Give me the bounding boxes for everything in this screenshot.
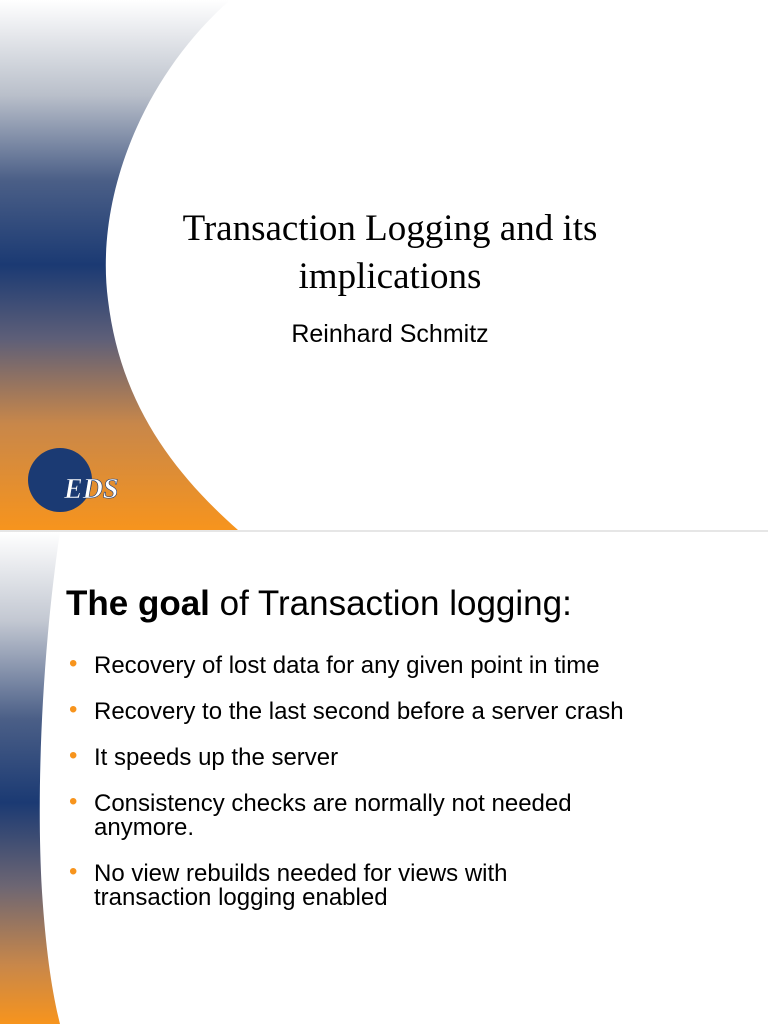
heading-rest: of Transaction logging: [209,584,572,623]
bullet-item [66,858,614,911]
heading-bold: The goal [66,584,210,623]
bullet-dot-icon: • [69,788,78,815]
eds-logo-icon [26,446,156,514]
bullet-dot-icon: • [69,858,78,885]
bullet-text: It speeds up the server [94,744,339,771]
slide-title-line-2: implications [298,256,482,297]
bullet-list [66,650,746,932]
bullet-item [66,650,746,679]
bullet-item [66,788,654,841]
slide-heading [66,584,572,624]
logo-text: EDS [64,474,119,505]
bullet-text: Recovery of lost data for any given point in time [94,652,600,679]
bullet-dot-icon: • [69,650,78,677]
bullet-dot-icon: • [69,696,78,723]
bullet-text: No view rebuilds needed for views with transaction logging enabled [94,860,508,911]
content-slide [0,532,768,1024]
slide-title [100,205,680,301]
bullet-dot-icon: • [69,742,78,769]
bullet-item [66,742,746,771]
bullet-text: Consistency checks are normally not needed anymore. [94,790,572,841]
bullet-item [66,696,746,725]
author-name: Reinhard Schmitz [291,320,489,348]
slide-title-line-1: Transaction Logging and its [182,208,598,249]
bullet-text: Recovery to the last second before a server crash [94,698,624,725]
